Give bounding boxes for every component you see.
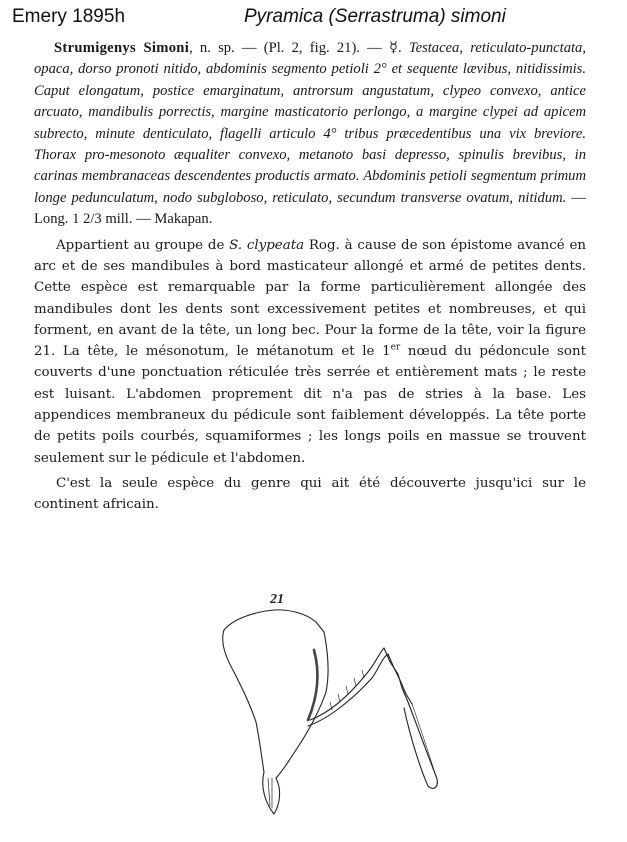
latin-diagnosis: Testacea, reticulato-punctata, opaca, dorso pronoti nitido, abdominis segmento petioli 2° et sequente lævibus, nitidissimis. Caput elongatum, postice emarginatum, antrorsum angustatum, clypeo convexo, antice arcuato, mandibulis porrectis, margine masticatorio perlongo, a margine clypei ad apicem subrecto, minute denticulato, flagelli articulo 4° tribus præcedentibus una vix breviore. Thorax pro-mesonoto æqualiter convexo, metanoto basi depresso, spinulis brevibus, in carinas membranaceas descendentes productis armato. Abdominis petioli segmentum primum longe pedunculatum, nodo subgloboso, reticulato, secundum transverse ovatum, nitidum.: [34, 40, 586, 206]
citation-author: Emery 1895h: [12, 6, 126, 27]
compared-species: S. clypeata: [229, 237, 305, 253]
page-header: [0, 6, 627, 32]
figure-21: [212, 592, 482, 820]
species-description: [34, 38, 586, 231]
measurement-locality: — Long. 1 2/3 mill. — Makapan.: [34, 189, 586, 228]
worker-symbol: ☿.: [388, 40, 402, 56]
document-body: [34, 38, 586, 516]
discussion-paragraph: [34, 235, 586, 469]
discussion-text-middle: Rog. à cause de son épistome avancé en arc et de ses mandibules à bord masticateur allongé et armé de petites dents. Cette espèce est remarquable par la forme particulièrement allongée des mandibules dont les dents sont excessivement petites et nombreuses, et qui forment, en avant de la tête, un long bec. Pour la forme de la tête, voir la figure 21. La tête, le mésonotum, le métanotum et le 1: [34, 237, 586, 360]
ordinal-superscript: er: [390, 342, 401, 353]
discussion-text-start: Appartient au groupe de: [56, 237, 230, 253]
head-illustration: [212, 592, 482, 820]
species-name: Strumigenys Simoni: [54, 40, 190, 56]
figure-number: 21: [270, 592, 284, 607]
description-citation: , n. sp. — (Pl. 2, fig. 21). —: [189, 40, 389, 56]
distribution-paragraph: C'est la seule espèce du genre qui ait été découverte jusqu'ici sur le continent africain.: [34, 475, 586, 513]
taxon-title: Pyramica (Serrastruma) simoni: [244, 6, 506, 27]
discussion-text-end: nœud du pédoncule sont couverts d'une ponctuation réticulée très serrée et entièrement mats ; le reste est luisant. L'abdomen proprement dit n'a pas de stries à la base. Les appendices membraneux du pédicule sont faiblement développés. La tête porte de petits poils courbés, squamiformes ; les longs poils en massue se trouvent seulement sur le pédicule et l'abdomen.: [34, 344, 586, 466]
